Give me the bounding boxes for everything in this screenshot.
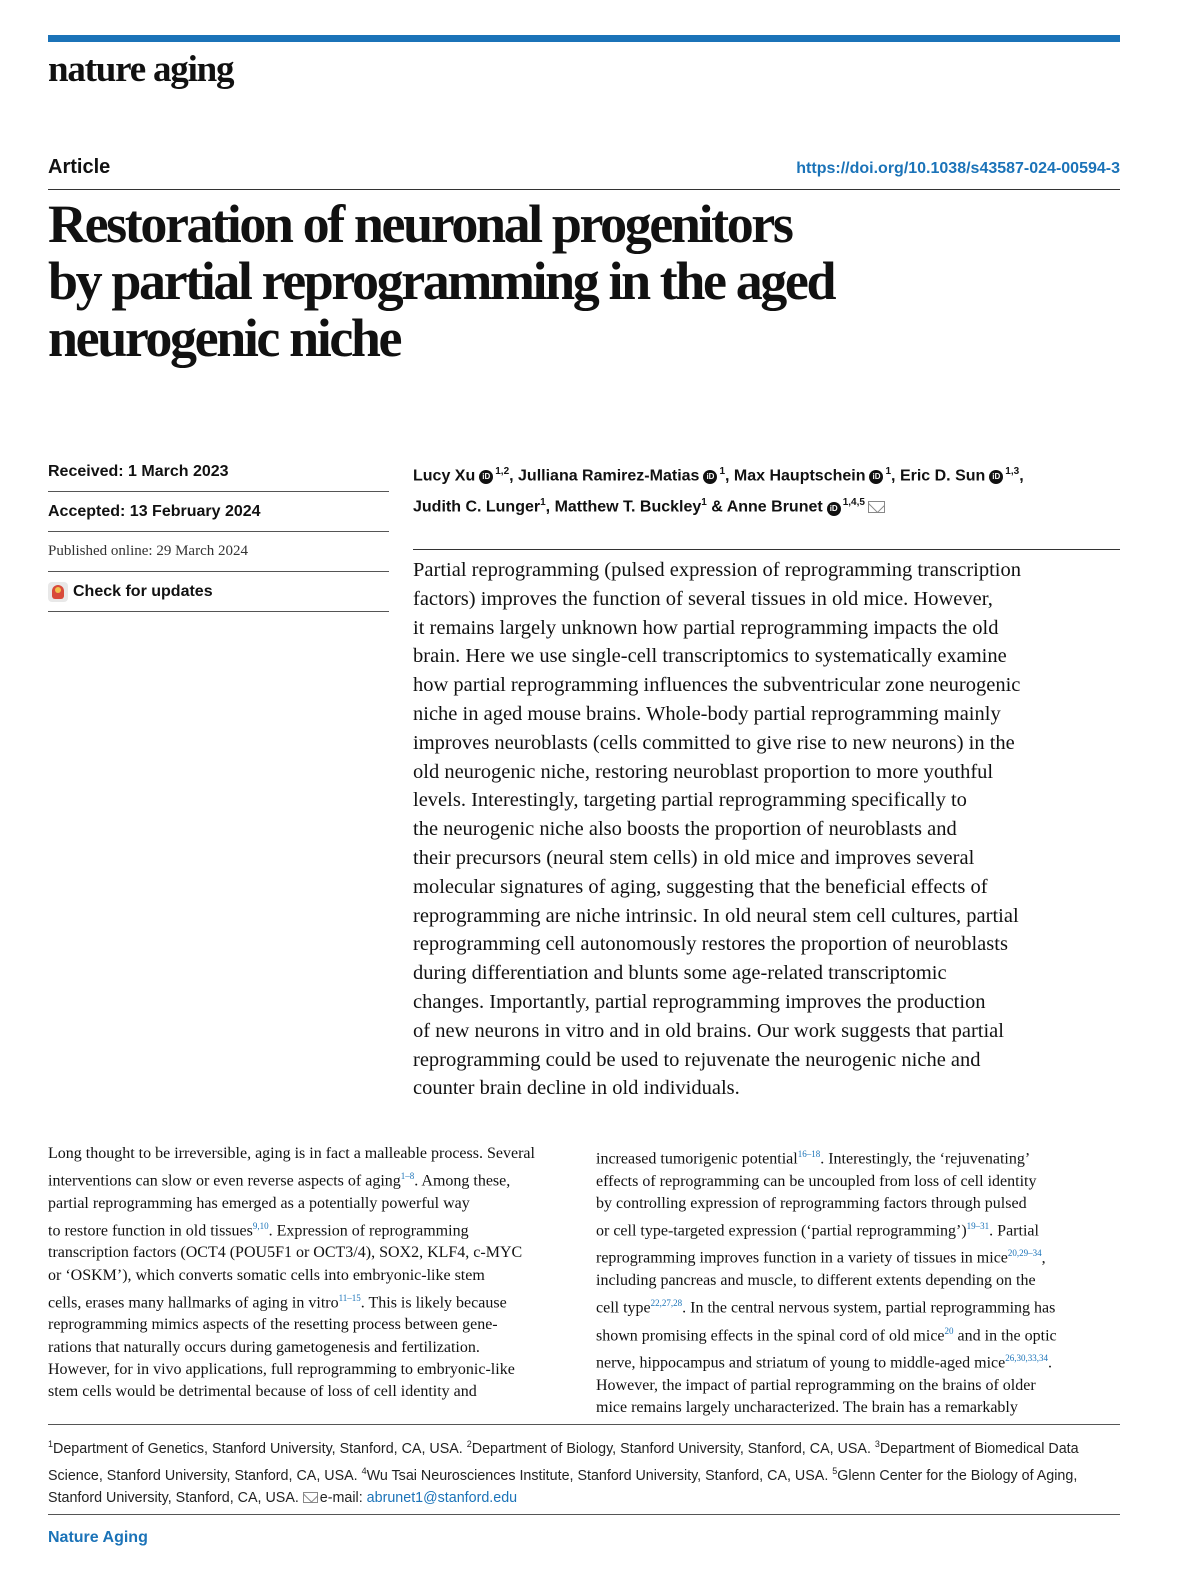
body-line: [596, 1375, 1122, 1397]
publication-history: [48, 452, 389, 612]
body-text: ,: [1041, 1249, 1046, 1267]
body-text: . Partial: [989, 1222, 1039, 1240]
citation-ref[interactable]: 20,29–34: [1007, 1248, 1042, 1259]
body-line: [596, 1215, 1122, 1243]
affiliations-footnote: [48, 1433, 1123, 1509]
received-date: Received: 1 March 2023: [48, 452, 389, 492]
abstract-line: the neurogenic niche also boosts the proportion of neuroblasts and: [413, 818, 957, 841]
orcid-icon[interactable]: iD: [479, 470, 493, 484]
affiliation-number: 3: [874, 1439, 880, 1449]
footer-divider: [48, 1514, 1120, 1515]
body-text: . This is likely because: [360, 1294, 507, 1312]
author-affiliation: 1,4,5: [842, 497, 865, 509]
author-affiliation: 1: [885, 466, 892, 477]
affiliation-text: Wu Tsai Neurosciences Institute, Stanford University, Stanford, CA, USA.: [366, 1467, 833, 1484]
body-text: . Interestingly, the ‘rejuvenating’: [820, 1150, 1031, 1168]
abstract-divider: [413, 549, 1120, 550]
published-date: Published online: 29 March 2024: [48, 532, 389, 572]
body-text: Long thought to be irreversible, aging is in fact a malleable process. Several: [48, 1145, 535, 1162]
header-divider: [48, 189, 1120, 190]
body-text: shown promising effects in the spinal cord of old mice: [596, 1327, 945, 1345]
abstract-line: reprogramming cell autonomously restores the proportion of neuroblasts: [413, 933, 1008, 956]
body-text: rations that naturally occurs during gametogenesis and fertilization.: [48, 1338, 480, 1356]
abstract-line: Partial reprogramming (pulsed expression of reprogramming transcription: [413, 559, 1022, 581]
abstract-line: how partial reprogramming influences the subventricular zone neurogenic: [413, 674, 1021, 697]
citation-ref[interactable]: 9,10: [252, 1220, 269, 1231]
abstract-line: old neurogenic niche, restoring neuroblast proportion to more youthful: [413, 760, 994, 783]
body-text: interventions can slow or even reverse aspects of aging: [48, 1172, 401, 1190]
body-text: cells, erases many hallmarks of aging in vitro: [48, 1294, 339, 1312]
affiliation-text: Department of Biomedical Data Science, Stanford University, Stanford, CA, USA.: [48, 1440, 1079, 1484]
orcid-icon[interactable]: iD: [827, 502, 841, 516]
body-text: . Expression of reprogramming: [268, 1222, 469, 1240]
body-line: [596, 1292, 1122, 1320]
citation-ref[interactable]: 22,27,28: [650, 1298, 683, 1309]
body-line: [48, 1215, 574, 1243]
author-name[interactable]: Matthew T. Buckley: [554, 498, 702, 516]
abstract-line: their precursors (neural stem cells) in old mice and improves several: [413, 846, 975, 869]
body-line: [48, 1337, 574, 1359]
author-separator: ,: [725, 467, 734, 485]
author-name[interactable]: Eric D. Sun: [899, 467, 986, 485]
affiliation-text: Department of Genetics, Stanford University, Stanford, CA, USA.: [53, 1440, 467, 1457]
author-separator: ,: [509, 467, 519, 485]
body-text: effects of reprogramming can be uncoupled from loss of cell identity: [596, 1172, 1037, 1190]
abstract-line: during differentiation and blunts some age-related transcriptomic: [413, 962, 947, 985]
affiliation-number: 1: [48, 1439, 54, 1449]
footnote-divider: [48, 1424, 1120, 1425]
body-line: [48, 1359, 574, 1381]
abstract-line: counter brain decline in old individuals.: [413, 1077, 740, 1100]
email-icon: [303, 1492, 318, 1503]
affiliation-text: Department of Biology, Stanford University, Stanford, CA, USA.: [471, 1440, 875, 1457]
title-line: neurogenic niche: [48, 308, 401, 368]
author-affiliation: 1: [701, 497, 707, 509]
abstract-line: factors) improves the function of several tissues in old mice. However,: [413, 587, 993, 610]
author-name[interactable]: Lucy Xu: [413, 467, 476, 485]
article-type-label: Article: [48, 156, 111, 178]
body-line: [596, 1270, 1122, 1292]
affiliation-number: 5: [832, 1465, 838, 1476]
body-line: [48, 1242, 574, 1264]
body-text: or ‘OSKM’), which converts somatic cells into embryonic-like stem: [48, 1266, 485, 1284]
body-text: and in the optic: [953, 1327, 1057, 1345]
author-name[interactable]: Anne Brunet: [726, 498, 823, 516]
body-text: reprogramming improves function in a variety of tissues in mice: [596, 1249, 1008, 1267]
body-line: [48, 1165, 574, 1193]
orcid-icon[interactable]: iD: [703, 470, 717, 484]
body-text: nerve, hippocampus and striatum of young to middle-aged mice: [596, 1354, 1006, 1372]
citation-ref[interactable]: 11–15: [338, 1292, 361, 1303]
citation-ref[interactable]: 16–18: [797, 1149, 821, 1159]
abstract-line: it remains largely unknown how partial reprogramming impacts the old: [413, 616, 999, 639]
author-affiliation: 1,3: [1005, 466, 1020, 477]
body-column-right: [596, 1143, 1122, 1419]
body-line: [596, 1320, 1122, 1348]
body-text: including pancreas and muscle, to different extents depending on the: [596, 1272, 1036, 1289]
title-line: Restoration of neuronal progenitors: [48, 194, 792, 254]
body-line: [596, 1171, 1122, 1193]
author-separator: ,: [891, 467, 900, 485]
abstract-line: levels. Interestingly, targeting partial reprogramming specifically to: [413, 789, 967, 812]
crossmark-icon: [48, 582, 68, 602]
body-text: increased tumorigenic potential: [596, 1150, 798, 1168]
abstract-line: of new neurons in vitro and in old brains. Our work suggests that partial: [413, 1019, 1004, 1042]
email-icon[interactable]: [868, 501, 885, 513]
journal-logo: nature aging: [48, 49, 234, 90]
abstract-line: improves neuroblasts (cells committed to give rise to new neurons) in the: [413, 731, 1015, 754]
author-separator: ,: [1019, 467, 1024, 485]
author-affiliation: 1,2: [495, 466, 510, 477]
citation-ref[interactable]: 19–31: [966, 1220, 990, 1231]
affiliation-number: 2: [466, 1439, 472, 1449]
author-name[interactable]: Julliana Ramirez-Matias: [518, 467, 700, 485]
abstract-line: reprogramming could be used to rejuvenate the neurogenic niche and: [413, 1048, 981, 1071]
body-line: [48, 1314, 574, 1336]
body-line: [596, 1242, 1122, 1270]
header-accent-bar: [48, 35, 1120, 42]
body-line: [48, 1287, 574, 1315]
body-line: [48, 1143, 574, 1165]
body-text: .: [1047, 1354, 1052, 1372]
orcid-icon[interactable]: iD: [869, 470, 883, 484]
body-text: by controlling expression of reprogramming factors through pulsed: [596, 1194, 1027, 1212]
body-text: transcription factors (OCT4 (POU5F1 or OCT3/4), SOX2, KLF4, c-MYC: [48, 1244, 523, 1262]
body-line: [596, 1193, 1122, 1215]
abstract-line: reprogramming are niche intrinsic. In old neural stem cell cultures, partial: [413, 904, 1019, 927]
corresponding-email-link[interactable]: abrunet1@stanford.edu: [366, 1489, 518, 1506]
check-for-updates-label: Check for updates: [73, 582, 213, 600]
title-line: by partial reprogramming in the aged: [48, 251, 835, 311]
author-separator: ,: [545, 498, 555, 516]
abstract: [413, 556, 1123, 1103]
body-text: to restore function in old tissues: [48, 1222, 253, 1240]
body-text: partial reprogramming has emerged as a potentially powerful way: [48, 1194, 470, 1212]
orcid-icon[interactable]: iD: [989, 470, 1003, 484]
abstract-line: niche in aged mouse brains. Whole-body partial reprogramming mainly: [413, 702, 1001, 725]
body-line: [48, 1265, 574, 1287]
body-text: cell type: [596, 1299, 651, 1317]
author-list: [413, 458, 1123, 521]
body-text: . Among these,: [414, 1172, 511, 1190]
body-text: mice remains largely uncharacterized. The brain has a remarkably: [596, 1399, 1018, 1416]
body-line: [596, 1347, 1122, 1375]
author-name[interactable]: Max Hauptschein: [733, 467, 866, 485]
email-label: e-mail:: [319, 1489, 367, 1506]
author-name[interactable]: Judith C. Lunger: [413, 498, 541, 516]
body-text: However, the impact of partial reprogramming on the brains of older: [596, 1376, 1036, 1394]
body-column-left: [48, 1143, 574, 1403]
doi-link[interactable]: https://doi.org/10.1038/s43587-024-00594-3: [796, 160, 1120, 177]
body-text: . In the central nervous system, partial reprogramming has: [682, 1299, 1056, 1317]
citation-ref[interactable]: 1–8: [400, 1171, 415, 1182]
body-text: or cell type-targeted expression (‘partial reprogramming’): [596, 1222, 967, 1240]
body-text: reprogramming mimics aspects of the resetting process between gene-: [48, 1316, 498, 1334]
footer-journal-name: Nature Aging: [48, 1529, 148, 1546]
affiliation-number: 4: [361, 1465, 367, 1476]
abstract-line: molecular signatures of aging, suggesting that the beneficial effects of: [413, 875, 988, 898]
body-text: stem cells would be detrimental because of loss of cell identity and: [48, 1383, 477, 1401]
accepted-date: Accepted: 13 February 2024: [48, 492, 389, 532]
body-line: [596, 1397, 1122, 1419]
body-line: [48, 1193, 574, 1215]
check-for-updates-button[interactable]: [48, 572, 389, 612]
body-line: [48, 1381, 574, 1403]
citation-ref[interactable]: 26,30,33,34: [1005, 1353, 1048, 1364]
citation-ref[interactable]: 20: [944, 1325, 954, 1336]
abstract-line: changes. Importantly, partial reprogramming improves the production: [413, 990, 986, 1013]
affiliation-text: Glenn Center for the Biology of Aging, Stanford University, Stanford, CA, USA.: [48, 1467, 1078, 1506]
author-separator: &: [706, 498, 727, 516]
abstract-line: brain. Here we use single-cell transcriptomics to systematically examine: [413, 645, 1007, 668]
article-title: [48, 196, 1108, 367]
author-affiliation: 1: [540, 497, 546, 509]
author-affiliation: 1: [719, 466, 725, 477]
body-line: [596, 1143, 1122, 1171]
body-text: However, for in vivo applications, full reprogramming to embryonic-like: [48, 1360, 515, 1378]
